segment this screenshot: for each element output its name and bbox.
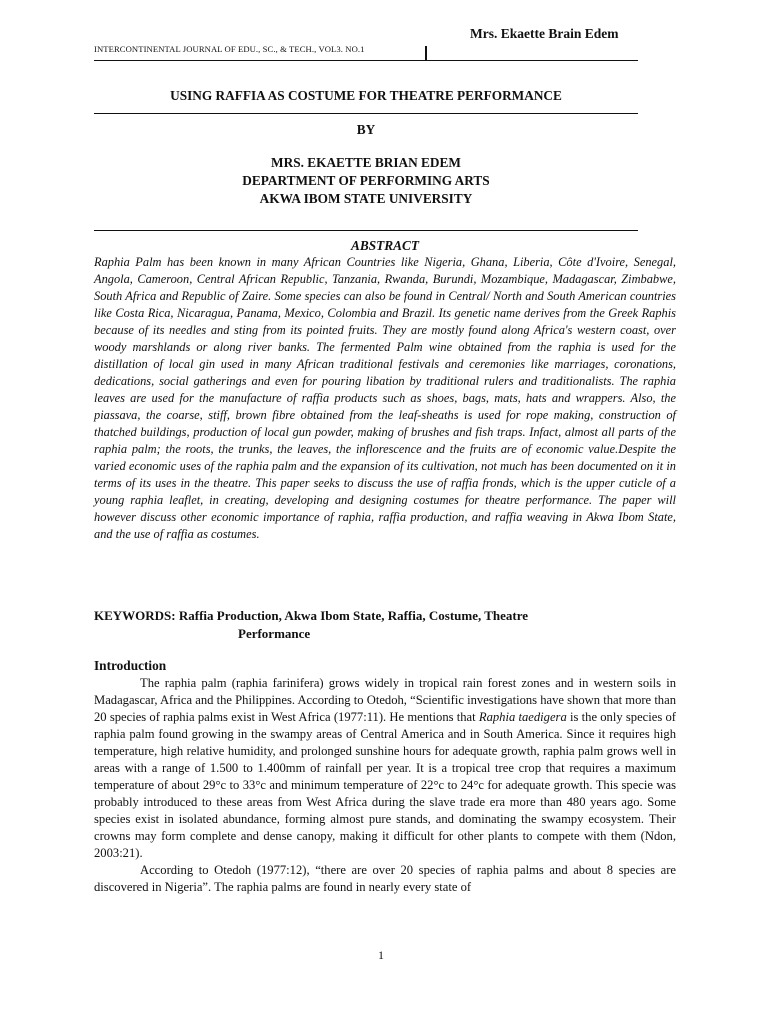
introduction-heading: Introduction [94, 658, 167, 673]
introduction-body [94, 675, 676, 896]
author-affiliation [94, 154, 638, 208]
department-name: DEPARTMENT OF PERFORMING ARTS [242, 173, 490, 188]
page-number: 1 [378, 948, 384, 962]
title-rule [94, 113, 638, 114]
introduction-paragraph-1: The raphia palm (raphia farinifera) grows widely in tropical rain forest zones and in western soils in Madagascar, Africa and the Philippines. According to Otedoh, “Scientific investigations have shown that more than 20 species of raphia palms exist in West Africa (1977:11). He mentions that Raphia taedigera is the only species of raphia palm found growing in the swampy areas of Central America and in South America. Since it requires high temperature, high relative humidity, and prolonged sunshine hours for adequate growth, raphia palm grows well in areas with a range of 1.500 to 1.400mm of rainfall per year. It is a tropical tree crop that requires a maximum temperature of about 29°c to 33°c and minimum temperature of 22°c to 24°c for adequate growth. This specie was probably introduced to these areas from West Africa during the slave trade era more than 480 years ago. Some species exist in isolated abundance, forming almost pure stands, and dominating the swampy ecosystem. Their crowns may form complete and dense canopy, making it difficult for other plants to compete with them (Ndon, 2003:21). [94, 676, 676, 860]
header-rule [94, 60, 638, 61]
keywords [94, 607, 676, 643]
by-line: BY [356, 122, 376, 137]
keywords-line-1: KEYWORDS: Raffia Production, Akwa Ibom State, Raffia, Costume, Theatre [94, 608, 529, 623]
header-divider-tick [425, 46, 427, 60]
paper-title: USING RAFFIA AS COSTUME FOR THEATRE PERFORMANCE [170, 88, 562, 103]
university-name: AKWA IBOM STATE UNIVERSITY [259, 191, 473, 206]
running-header-author: Mrs. Ekaette Brain Edem [470, 26, 619, 41]
author-name: MRS. EKAETTE BRIAN EDEM [271, 155, 461, 170]
abstract-text: Raphia Palm has been known in many African Countries like Nigeria, Ghana, Liberia, Côte d'Ivoire, Senegal, Angola, Cameroon, Central African Republic, Tanzania, Rwanda, Burundi, Mozambique, Madagascar, Zimbabwe, South Africa and Republic of Zaire. Some species can also be found in Central/ North and South American countries like Costa Rica, Nicaragua, Panama, Mexico, Colombia and Brazil. Its genetic name derives from the Greek Raphis because of its needles and sting from its pointed fruits. They are mostly found along Africa's western coast, over woody marshlands or along river banks. The fermented Palm wine obtained from the raphia is used for the distillation of local gin used in many African traditional festivals and ceremonies like marriages, coronations, dedications, social gatherings and even for pouring libation by traditional rulers and traditionalists. The raphia leaves are used for the manufacture of raffia products such as shoes, bags, mats, hats and wrappers. Also, the piassava, the coarse, stiff, brown fibre obtained from the leaf-sheaths is used for rope making, construction of thatched buildings, production of local gun powder, making of brushes and fish traps. Infact, almost all parts of the raphia palm; the roots, the trunks, the leaves, the inflorescence and the fruits are of economic value.Despite the varied economic uses of the raphia palm and the expansion of its cultivation, not much has been documented on it in terms of its uses in the theatre. This paper seeks to discuss the use of raffia fronds, which is the upper cuticle of a young raphia leaflet, in creating, developing and designing costumes for theatre performance. The paper will however discuss other economic importance of raphia, raffia production, and raffia weaving in Akwa Ibom State, and the use of raffia as costumes. [94, 255, 676, 541]
species-name-italic: Raphia taedigera [478, 710, 567, 724]
keywords-line-2: Performance [238, 626, 311, 641]
affiliation-rule [94, 230, 638, 231]
introduction-paragraph-2: According to Otedoh (1977:12), “there are over 20 species of raphia palms and about 8 species are discovered in Nigeria”. The raphia palms are found in nearly every state of [94, 863, 676, 894]
abstract-heading: ABSTRACT [351, 238, 419, 253]
running-header-journal: INTERCONTINENTAL JOURNAL OF EDU., SC., & TECH., VOL3. NO.1 [94, 44, 365, 54]
